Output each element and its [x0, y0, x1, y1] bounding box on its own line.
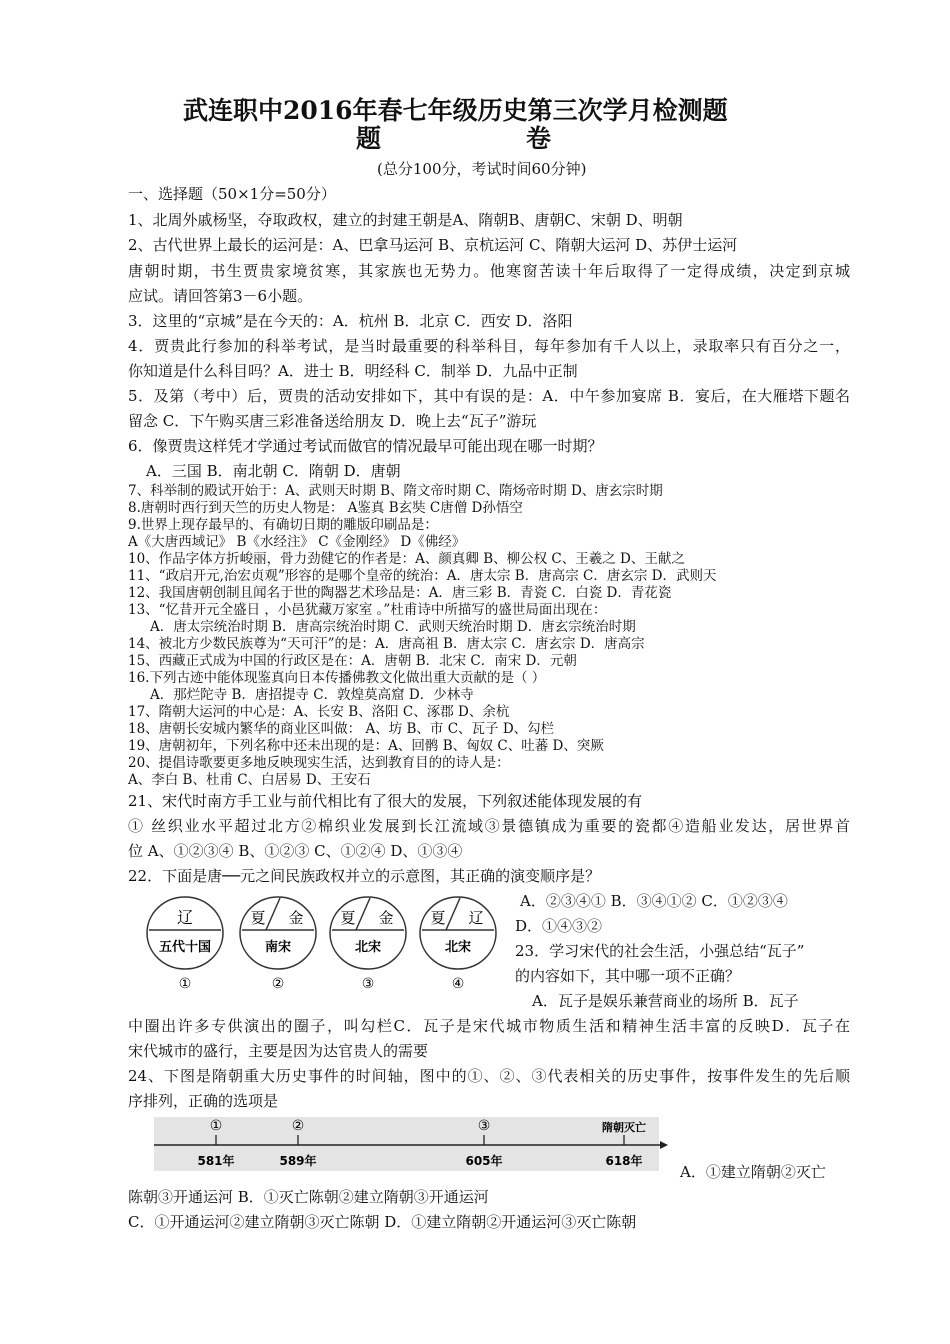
- question-8: 8.唐朝时西行到天竺的历史人物是： A鉴真 B玄奘 C唐僧 D孙悟空: [128, 500, 523, 516]
- section-heading: 一、选择题（50×1分=50分）: [128, 185, 336, 203]
- question-14: 14、被北方少数民族尊为“天可汗”的是：A．唐高祖 B．唐太宗 C．唐玄宗 D．唐高宗: [128, 636, 645, 652]
- question-16-options: A．那烂陀寺 B．唐招提寺 C．敦煌莫高窟 D．少林寺: [150, 687, 474, 703]
- question-22-options-1: A．②③④① B．③④①② C．①②③④: [520, 892, 788, 910]
- question-23-line-4: 中圈出许多专供演出的圈子，叫勾栏C．瓦子是宋代城市物质生活和精神生活丰富的反映D．瓦子在: [128, 1017, 850, 1035]
- question-17: 17、隋朝大运河的中心是：A、长安 B、洛阳 C、涿郡 D、余杭: [128, 704, 510, 720]
- question-16: 16.下列古迹中能体现鉴真向日本传播佛教文化做出重大贡献的是（ ）: [128, 670, 546, 686]
- question-24-options-2: 陈朝③开通运河 B．①灭亡陈朝②建立隋朝③开通运河: [128, 1188, 489, 1206]
- question-20: 20、提倡诗歌要更多地反映现实生活，达到教育目的的诗人是：: [128, 755, 510, 771]
- question-23-line-5: 宋代城市的盛行，主要是因为达官贵人的需要: [128, 1042, 429, 1060]
- page-title: 武连职中2016年春七年级历史第三次学月检测题: [183, 96, 728, 125]
- circle-3-top-right: 金: [378, 909, 394, 927]
- question-12: 12、我国唐朝创制且闻名于世的陶器艺术珍品是：A．唐三彩 B．青瓷 C．白瓷 D．青花瓷: [128, 585, 672, 601]
- timeline-year-3: 605年: [465, 1154, 503, 1168]
- question-24-line-2: 序排列，正确的选项是: [128, 1092, 279, 1110]
- question-15: 15、西藏正式成为中国的行政区是在：A．唐朝 B．北宋 C．南宋 D．元朝: [128, 653, 577, 669]
- question-23-line-2: 的内容如下，其中哪一项不正确？: [515, 967, 741, 985]
- question-21-options: 位 A、①②③④ B、①②③ C、①②④ D、①③④: [128, 842, 463, 860]
- timeline-marker-2: ②: [291, 1118, 305, 1134]
- circle-4-top-right: 辽: [468, 909, 484, 927]
- circle-2-top-right: 金: [288, 909, 304, 927]
- question-24-options-3: C．①开通运河②建立隋朝③灭亡陈朝 D．①建立隋朝②开通运河③灭亡陈朝: [128, 1213, 637, 1231]
- circle-1: [147, 897, 223, 992]
- question-3: 3．这里的“京城”是在今天的：A．杭州 B．北京 C．西安 D．洛阳: [128, 312, 573, 330]
- circle-4: [420, 897, 496, 992]
- question-22: 22．下面是唐──元之间民族政权并立的示意图，其正确的演变顺序是？: [128, 867, 601, 885]
- circle-4-top-left: 夏: [430, 909, 446, 927]
- question-9-options: A《大唐西域记》 B《水经注》 C《金刚经》 D《佛经》: [128, 534, 466, 550]
- question-19: 19、唐朝初年，下列名称中还未出现的是：A、回鹘 B、匈奴 C、吐蕃 D、突厥: [128, 738, 604, 754]
- circle-1-top: 辽: [176, 908, 194, 927]
- question-9: 9.世界上现存最早的、有确切日期的雕版印刷品是：: [128, 517, 438, 533]
- circle-2-bottom: 南宋: [264, 940, 292, 955]
- subtitle-right: 卷: [526, 124, 552, 153]
- question-22-options-2: D．①④③②: [515, 917, 603, 935]
- question-23-option-a: A．瓦子是娱乐兼营商业的场所 B．瓦子: [532, 992, 799, 1010]
- question-4-line-1: 4．贾贵此行参加的科举考试，是当时最重要的科举科目，每年参加有千人以上，录取率只有百分之一，: [128, 337, 850, 355]
- circle-3-number: ③: [361, 976, 375, 992]
- question-7: 7、科举制的殿试开始于：A、武则天时期 B、隋文帝时期 C、隋炀帝时期 D、唐玄宗时期: [128, 483, 663, 499]
- question-5-line-2: 留念 C．下午购买唐三彩准备送给朋友 D．晚上去“瓦子”游玩: [128, 412, 537, 430]
- question-10: 10、作品字体方折峻丽，骨力劲健它的作者是：A、颜真卿 B、柳公权 C、王羲之 D、王献之: [128, 551, 685, 567]
- question-6-options: A．三国 B．南北朝 C．隋朝 D．唐朝: [146, 462, 401, 480]
- sui-timeline: [150, 1113, 670, 1175]
- circle-3-bottom: 北宋: [354, 940, 382, 955]
- circle-3-top-left: 夏: [340, 909, 356, 927]
- circle-2: [240, 897, 316, 992]
- circle-1-bottom: 五代十国: [158, 940, 212, 955]
- timeline-year-1: 581年: [197, 1154, 235, 1168]
- question-21: 21、宋代时南方手工业与前代相比有了很大的发展，下列叙述能体现发展的有: [128, 792, 643, 810]
- circle-2-top-left: 夏: [250, 909, 266, 927]
- circle-3: [330, 897, 406, 992]
- question-2: 2、古代世界上最长的运河是：A、巴拿马运河 B、京杭运河 C、隋朝大运河 D、苏伊士运河: [128, 236, 738, 254]
- question-18: 18、唐朝长安城内繁华的商业区叫做： A、坊 B、市 C、瓦子 D、勾栏: [128, 721, 555, 737]
- timeline-arrow: [660, 1141, 668, 1149]
- question-20-options: A、李白 B、杜甫 C、白居易 D、王安石: [128, 772, 371, 788]
- timeline-end-label: 隋朝灭亡: [602, 1121, 646, 1134]
- question-13: 13、“忆昔开元全盛日 ，小邑犹藏万家室 。”杜甫诗中所描写的盛世局面出现在：: [128, 602, 607, 618]
- exam-note: (总分100分，考试时间60分钟): [377, 160, 587, 178]
- passage-line-2: 应试。请回答第3－6小题。: [128, 287, 313, 305]
- subtitle-left: 题: [356, 124, 382, 153]
- regimes-diagram: [140, 888, 510, 996]
- circle-1-number: ①: [178, 976, 192, 992]
- question-5-line-1: 5．及第（考中）后，贾贵的活动安排如下，其中有误的是：A．中午参加宴席 B．宴后，在大雁塔下题名: [128, 387, 850, 405]
- question-13-options: A．唐太宗统治时期 B．唐高宗统治时期 C．武则天统治时期 D．唐玄宗统治时期: [150, 619, 636, 635]
- circle-4-bottom: 北宋: [444, 940, 472, 955]
- question-23: 23．学习宋代的社会生活，小强总结“瓦子”: [515, 942, 805, 960]
- timeline-marker-1: ①: [209, 1118, 223, 1134]
- circle-2-number: ②: [271, 976, 285, 992]
- timeline-marker-3: ③: [477, 1118, 491, 1134]
- question-1: 1、北周外戚杨坚，夺取政权，建立的封建王朝是A、隋朝B、唐朝C、宋朝 D、明朝: [128, 211, 683, 229]
- question-24: 24、下图是隋朝重大历史事件的时间轴，图中的①、②、③代表相关的历史事件，按事件发生的先后顺: [128, 1067, 850, 1085]
- timeline-year-4: 618年: [605, 1154, 643, 1168]
- timeline-year-2: 589年: [279, 1154, 317, 1168]
- circle-4-number: ④: [451, 976, 465, 992]
- question-21-line-2: ① 丝织业水平超过北方②棉织业发展到长江流域③景德镇成为重要的瓷都④造船业发达，居世界首: [128, 817, 850, 835]
- question-11: 11、“政启开元,治宏贞观”形容的是哪个皇帝的统治：A．唐太宗 B．唐高宗 C．唐玄宗 D．武则天: [128, 568, 717, 584]
- question-24-option-a: A．①建立隋朝②灭亡: [680, 1163, 826, 1181]
- question-6: 6．像贾贵这样凭才学通过考试而做官的情况最早可能出现在哪一时期？: [128, 437, 603, 455]
- question-4-line-2: 你知道是什么科目吗？A．进士 B．明经科 C．制举 D．九品中正制: [128, 362, 578, 380]
- passage-line-1: 唐朝时期，书生贾贵家境贫寒，其家族也无势力。他寒窗苦读十年后取得了一定得成绩，决定到京城: [128, 262, 850, 280]
